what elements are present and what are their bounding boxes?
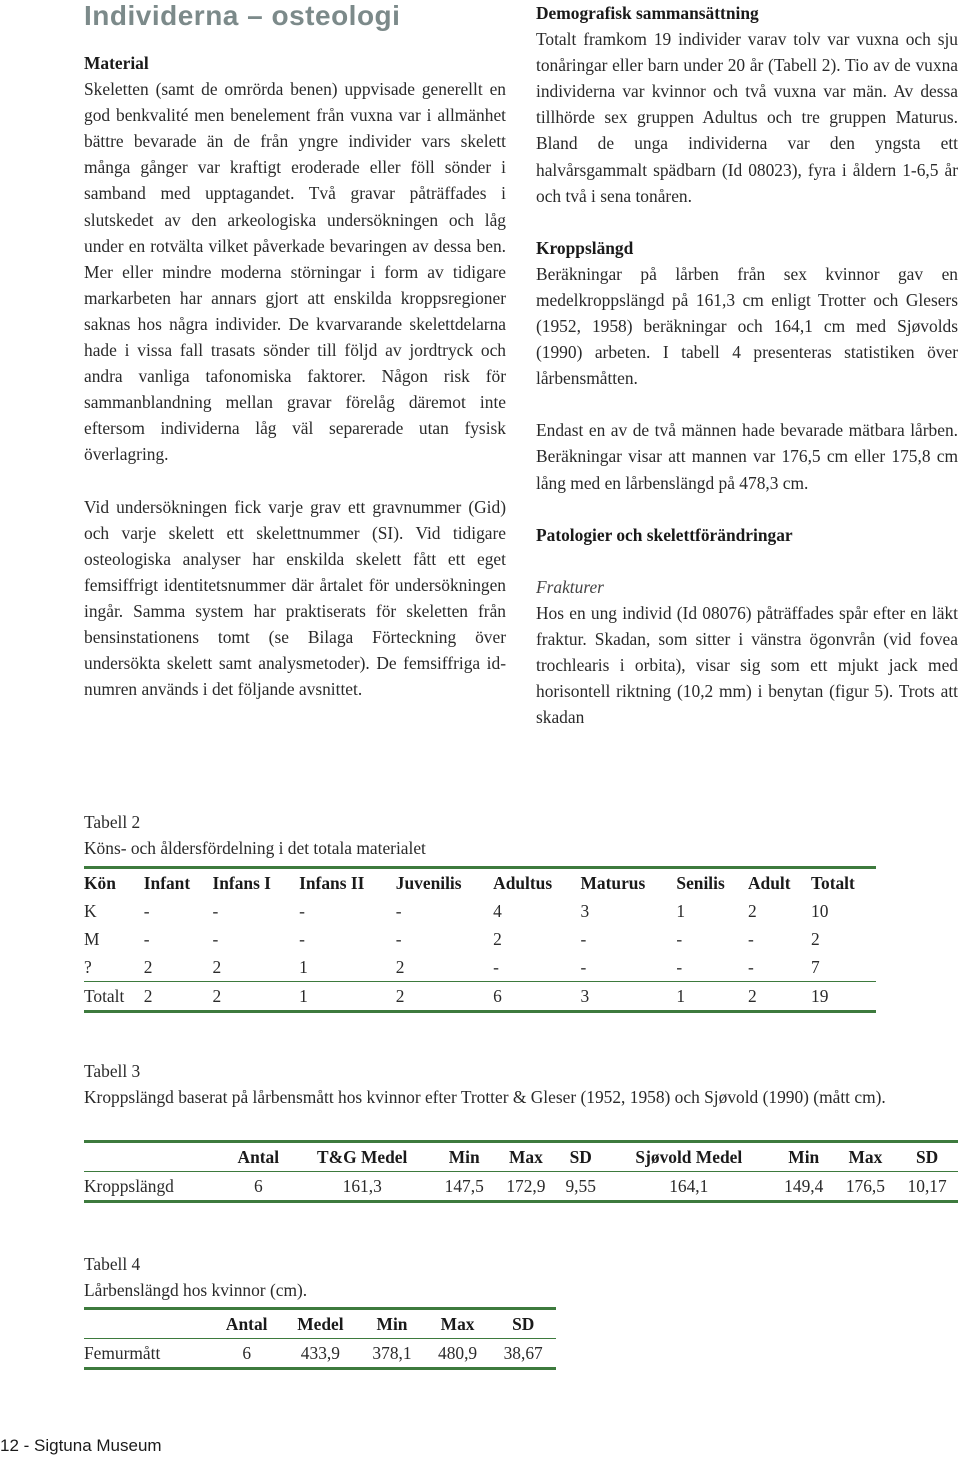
table-cell: Femurmått — [84, 1339, 212, 1369]
table-cell: 4 — [493, 900, 502, 921]
table3-header-cell: Max — [848, 1146, 883, 1167]
table-cell: 1 — [299, 982, 396, 1012]
table-cell: 172,9 — [495, 1172, 557, 1202]
table2 — [84, 866, 876, 1013]
table-cell: K — [84, 900, 97, 921]
table3 — [84, 1140, 958, 1203]
table-cell: 2 — [144, 982, 213, 1012]
table4-header-cell — [84, 1309, 212, 1339]
table-cell: 2 — [212, 956, 222, 977]
table3-caption — [84, 1058, 958, 1110]
table-cell: 1 — [299, 956, 308, 977]
table3-header-cell: Max — [508, 1146, 543, 1167]
subsection-title-frakturer: Frakturer — [536, 576, 604, 597]
table-cell: 3 — [580, 900, 590, 921]
paragraph-frakturer: Hos en ung individ (Id 08076) påträffades spår efter en läkt fraktur. Skadan, som sitter i vänstra ögonvrån (vid fovea trochlearis i orbita), visar sig som ett mjukt jack med horisontell riktning (10,2 mm) i benytan (figur 5). Trots att skadan — [536, 602, 958, 728]
table-cell: - — [493, 956, 499, 977]
table4-header-cell: Medel — [297, 1313, 344, 1334]
table-cell: - — [676, 956, 683, 977]
left-column — [84, 50, 506, 702]
table2-header-cell: Infans II — [299, 872, 365, 893]
table2-header-cell: Maturus — [580, 872, 646, 893]
table4-header-cell: Antal — [225, 1313, 268, 1334]
table4-title: Lårbenslängd hos kvinnor (cm). — [84, 1280, 308, 1300]
table-cell: 480,9 — [425, 1339, 491, 1369]
table-cell: 3 — [581, 982, 677, 1012]
table2-header-row — [84, 868, 876, 898]
table4-header-row — [84, 1309, 556, 1339]
table-cell: - — [395, 928, 402, 949]
table4-header-cell: SD — [512, 1313, 535, 1334]
table-row — [84, 925, 876, 953]
table-row — [84, 1172, 958, 1202]
table-cell: - — [580, 928, 587, 949]
table3-header-cell: Min — [448, 1146, 480, 1167]
table-cell: 6 — [212, 1339, 282, 1369]
page-footer: 12 - Sigtuna Museum — [0, 1436, 162, 1455]
table-cell: - — [676, 928, 683, 949]
table-cell: 2 — [811, 928, 820, 949]
table2-title: Köns- och åldersfördelning i det totala materialet — [84, 838, 426, 858]
table-cell: - — [143, 900, 150, 921]
table3-label: Tabell 3 — [84, 1061, 141, 1081]
table-cell: 38,67 — [490, 1339, 556, 1369]
section-title-material: Material — [84, 53, 149, 73]
table-cell: 378,1 — [359, 1339, 425, 1369]
table-cell: 7 — [811, 956, 820, 977]
table-cell: Totalt — [84, 982, 144, 1012]
table-row — [84, 897, 876, 925]
table-cell: M — [84, 928, 100, 949]
table-cell: 2 — [212, 982, 299, 1012]
table2-header-cell: Adultus — [493, 872, 553, 893]
table-cell: 164,1 — [605, 1172, 773, 1202]
table3-title: Kroppslängd baserat på lårbensmått hos kvinnor efter Trotter & Gleser (1952, 1958) och Sjøvold (1990) (mått cm). — [84, 1087, 886, 1107]
table-cell: - — [748, 956, 754, 977]
table-cell: - — [299, 900, 305, 921]
table-cell: 2 — [143, 956, 153, 977]
table3-header-cell: T&G Medel — [317, 1146, 408, 1167]
paragraph-kroppslangd-1: Beräkningar på lårben från sex kvinnor gav en medelkroppslängd på 161,3 cm enligt Trotter och Glesers (1952, 1958) beräkningar och 164,1 cm med Sjøvolds (1990) arbeten. I tabell 4 presenteras statistiken över lårbensmåtten. — [536, 263, 958, 389]
table-cell: ? — [84, 956, 92, 977]
right-column — [536, 0, 958, 730]
table-cell: 6 — [226, 1172, 291, 1202]
table-cell: - — [580, 956, 587, 977]
table-cell: 149,4 — [773, 1172, 835, 1202]
table2-header-cell: Kön — [84, 872, 116, 893]
table-cell: - — [143, 928, 150, 949]
table3-header-row — [84, 1142, 958, 1172]
paragraph-demografi: Totalt framkom 19 individer varav tolv var vuxna och sju tonåringar eller barn under 20 år (Tabell 2). Tio av de vuxna individerna var kvinnor och två vuxna var män. Av dessa tillhörde sex gruppen Adultus och tre gruppen Maturus. Bland de unga individerna var den yngsta ett halvårsgammalt spädbarn (Id 08023), fyra i åldern 1-6,5 år och två i sena tonåren. — [536, 29, 958, 206]
table2-header-cell: Totalt — [811, 872, 855, 893]
section-title-patologier: Patologier och skelettförändringar — [536, 524, 793, 545]
table-cell: 1 — [676, 900, 686, 921]
table-cell: 176,5 — [835, 1172, 897, 1202]
paragraph-material-2: Vid undersökningen fick varje grav ett gravnummer (Gid) och varje skelett ett skelettnummer (SI). Vid tidigare osteologiska analyser har enskilda skelett fått ett eget femsiffrigt identitetsnummer där årtalet för undersökningen ingår. Samma system har praktiserats för skeletten från bensinstationens tomt (se Bilaga Förteckning över undersökta skelett samt analysmetoder). De femsiffriga id-numren används i det följande avsnittet. — [84, 496, 506, 700]
table-cell: 10 — [811, 900, 829, 921]
table2-header-cell: Juvenilis — [395, 872, 462, 893]
table3-header-cell: Min — [788, 1146, 820, 1167]
section-title-kroppslangd: Kroppslängd — [536, 237, 634, 258]
table-cell: 2 — [395, 956, 405, 977]
table2-label: Tabell 2 — [84, 812, 141, 832]
table-cell: 19 — [811, 982, 876, 1012]
table4-header-cell: Max — [440, 1313, 475, 1334]
table-cell: 2 — [748, 900, 757, 921]
table-cell: 10,17 — [896, 1172, 958, 1202]
table4-label: Tabell 4 — [84, 1254, 141, 1274]
page-heading: Individerna – osteologi — [84, 0, 401, 31]
section-title-demografi: Demografisk sammansättning — [536, 3, 759, 23]
table2-header-cell: Adult — [748, 872, 791, 893]
table3-header-cell — [84, 1142, 226, 1172]
table2-header-cell: Senilis — [676, 872, 725, 893]
table-cell: - — [395, 900, 402, 921]
table-cell: 6 — [493, 982, 580, 1012]
table-cell: - — [299, 928, 305, 949]
paragraph-kroppslangd-2: Endast en av de två männen hade bevarade mätbara lårben. Beräkningar visar att mannen var 176,5 cm eller 175,8 cm lång med en lårbenslängd på 478,3 cm. — [536, 420, 958, 493]
table3-header-cell: SD — [569, 1146, 592, 1167]
table4 — [84, 1307, 556, 1370]
table-cell: 161,3 — [291, 1172, 433, 1202]
table-cell: 2 — [493, 928, 502, 949]
table3-header-cell: SD — [916, 1146, 939, 1167]
table-cell: 2 — [396, 982, 493, 1012]
table-cell: - — [212, 928, 219, 949]
table2-header-cell: Infant — [143, 872, 191, 893]
paragraph-material-1: Skeletten (samt de omrörda benen) uppvisade generellt en god benkvalité men benelement från vuxna var i allmänhet bättre bevarade än de från yngre individer vars skelett många gånger var kraftigt eroderade eller föll sönder i samband med upptagandet. Två gravar påträffades i slutskedet av den arkeologiska undersökningen och låg under en rotvälta vilket påverkade bevaringen av dessa ben. Mer eller mindre moderna störningar i form av tidigare markarbeten har annars gjort att enskilda kroppsregioner saknas hos några individer. De kvarvarande skelettdelarna hade i vissa fall trasats sönder till följd av jordtryck och andra vanliga tafonomiska faktorer. Någon risk för sammanblandning mellan gravar förelåg däremot inte eftersom individerna låg väl separerade utan fysisk överlagring. — [84, 79, 506, 465]
table-cell: - — [212, 900, 219, 921]
table4-header-cell: Min — [376, 1313, 408, 1334]
table3-header-cell: Sjøvold Medel — [635, 1146, 743, 1167]
table-cell: 1 — [676, 982, 748, 1012]
table2-caption — [84, 809, 426, 861]
table-cell: 9,55 — [557, 1172, 605, 1202]
table-cell: 433,9 — [282, 1339, 360, 1369]
table-cell: - — [748, 928, 754, 949]
table-row — [84, 953, 876, 982]
table-cell: 147,5 — [433, 1172, 495, 1202]
table-row-total — [84, 982, 876, 1012]
table-row — [84, 1339, 556, 1369]
table-cell: Kroppslängd — [84, 1172, 226, 1202]
table-cell: 2 — [748, 982, 811, 1012]
table3-header-cell: Antal — [237, 1146, 280, 1167]
table4-caption — [84, 1251, 307, 1303]
table2-header-cell: Infans I — [212, 872, 271, 893]
